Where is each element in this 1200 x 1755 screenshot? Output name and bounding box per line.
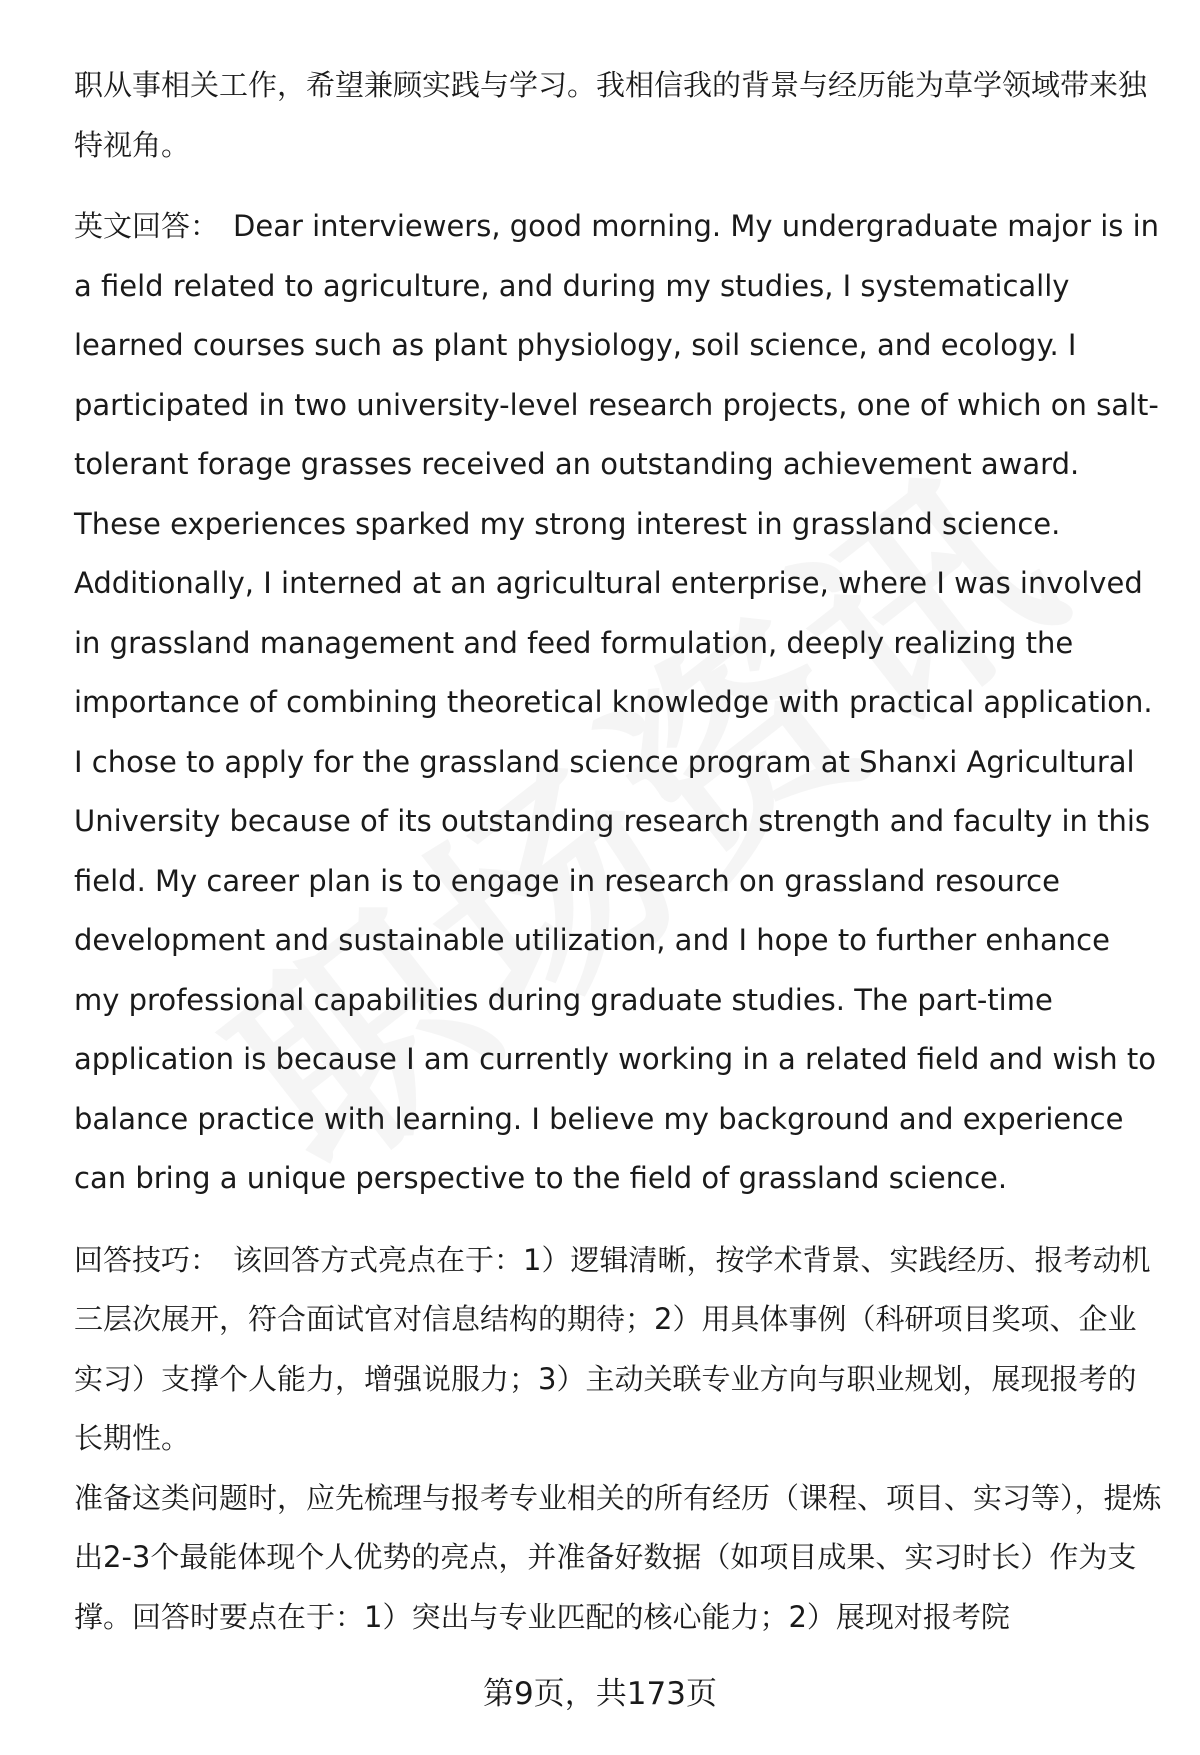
preparation-paragraph: 准备这类问题时，应先梳理与报考专业相关的所有经历（课程、项目、实习等），提炼出2-3个最能体现个人优势的亮点，并准备好数据（如项目成果、实习时长）作为支撑。回答时要点在于：1）突出与专业匹配的核心能力；2）展现对报考院 bbox=[74, 1480, 1162, 1634]
page-content bbox=[74, 56, 1164, 1647]
english-answer-text: Dear interviewers, good morning. My undergraduate major is in a field related to agriculture, and during my studies, I systematically learned courses such as plant physiology, soil science, and ecology. I participated in two university-level research projects, one of which on salt-tolerant forage grasses received an outstanding achievement award. These experiences sparked my strong interest in grassland science. Additionally, I interned at an agricultural enterprise, where I was involved in grassland management and feed formulation, deeply realizing the importance of combining theoretical knowledge with practical application. I chose to apply for the grassland science program at Shanxi Agricultural University because of its outstanding research strength and faculty in this field. My career plan is to engage in research on grassland resource development and sustainable utilization, and I hope to further enhance my professional capabilities during graduate studies. The part-time application is because I am currently working in a related field and wish to balance practice with learning. I believe my background and experience can bring a unique perspective to the field of grassland science. bbox=[74, 209, 1160, 1195]
tips-paragraph bbox=[74, 1231, 1164, 1469]
english-answer-paragraph bbox=[74, 197, 1164, 1209]
intro-tail-paragraph: 职从事相关工作，希望兼顾实践与学习。我相信我的背景与经历能为草学领域带来独特视角。 bbox=[74, 68, 1148, 162]
english-answer-label: 英文回答： bbox=[74, 209, 220, 243]
tips-text: 该回答方式亮点在于：1）逻辑清晰，按学术背景、实践经历、报考动机三层次展开，符合面试官对信息结构的期待；2）用具体事例（科研项目奖项、企业实习）支撑个人能力，增强说服力；3）主动关联专业方向与职业规划，展现报考的长期性。 bbox=[74, 1242, 1151, 1455]
page-number-footer: 第9页，共173页 bbox=[483, 1676, 717, 1712]
tips-label: 回答技巧： bbox=[74, 1242, 220, 1277]
